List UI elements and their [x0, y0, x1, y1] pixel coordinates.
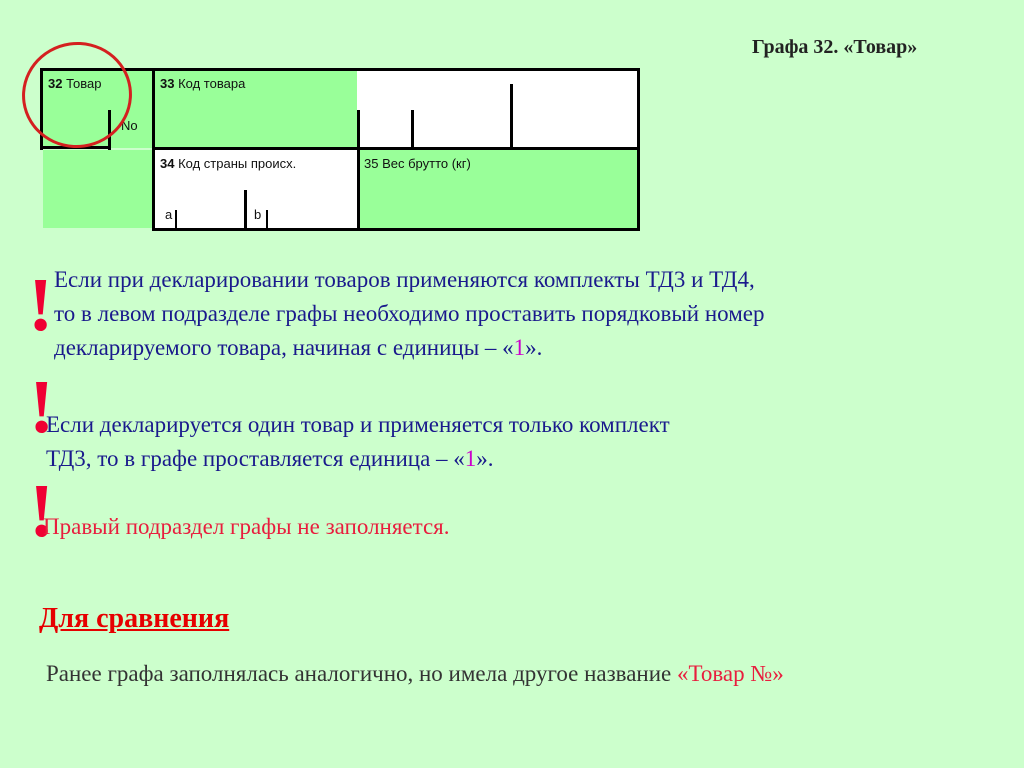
exclamation-mark-3: !: [29, 469, 55, 553]
box-32-label: 32 Товар: [48, 76, 102, 91]
comparison-text: Ранее графа заполнялась аналогично, но имела другое название «Товар №»: [46, 661, 784, 686]
box-33-tick-2: [411, 110, 414, 150]
number-one-1: 1: [513, 335, 526, 360]
box-35-label: 35 Вес брутто (кг): [364, 156, 471, 171]
box-33-tick-3: [510, 84, 513, 150]
box-32-sub-label: No: [121, 118, 138, 133]
form-right-border-top: [637, 68, 640, 150]
box-33-label: 33 Код товара: [160, 76, 246, 91]
comparison-heading: Для сравнения: [39, 603, 230, 634]
box-34-divider: [244, 190, 247, 228]
number-one-2: 1: [464, 446, 477, 471]
exclamation-mark-1: !: [28, 263, 54, 347]
paragraph-2-line-1: Если декларируется один товар и применяется только комплект: [46, 412, 670, 437]
page-title: Графа 32. «Товар»: [752, 36, 918, 58]
box-33-extra-area: [357, 71, 638, 148]
paragraph-3: Правый подраздел графы не заполняется.: [43, 514, 450, 539]
paragraph-2-line-2: ТД3, то в графе проставляется единица – «1».: [46, 446, 494, 471]
old-name-highlight: «Товар №»: [677, 661, 784, 686]
box-33-tick-1: [357, 110, 360, 150]
box-34-tick-b: [266, 210, 268, 228]
box-34-sub-a: a: [165, 207, 173, 222]
exclamation-mark-2: !: [29, 365, 55, 449]
box-34-tick-a: [175, 210, 177, 228]
box-34-sub-b: b: [254, 207, 262, 222]
paragraph-1-line-3: декларируемого товара, начиная с единицы – «1».: [54, 335, 543, 360]
paragraph-1-line-2: то в левом подразделе графы необходимо проставить порядковый номер: [54, 301, 765, 326]
form-bottom-border: [152, 228, 640, 231]
box-34-label: 34 Код страны происх.: [160, 156, 297, 171]
paragraph-1-line-1: Если при декларировании товаров применяются комплекты ТД3 и ТД4,: [54, 267, 755, 292]
row2-left-block: [43, 150, 152, 228]
paragraph-2: [46, 408, 670, 476]
form-right-border-bottom: [637, 147, 640, 231]
paragraph-1: [54, 263, 765, 365]
